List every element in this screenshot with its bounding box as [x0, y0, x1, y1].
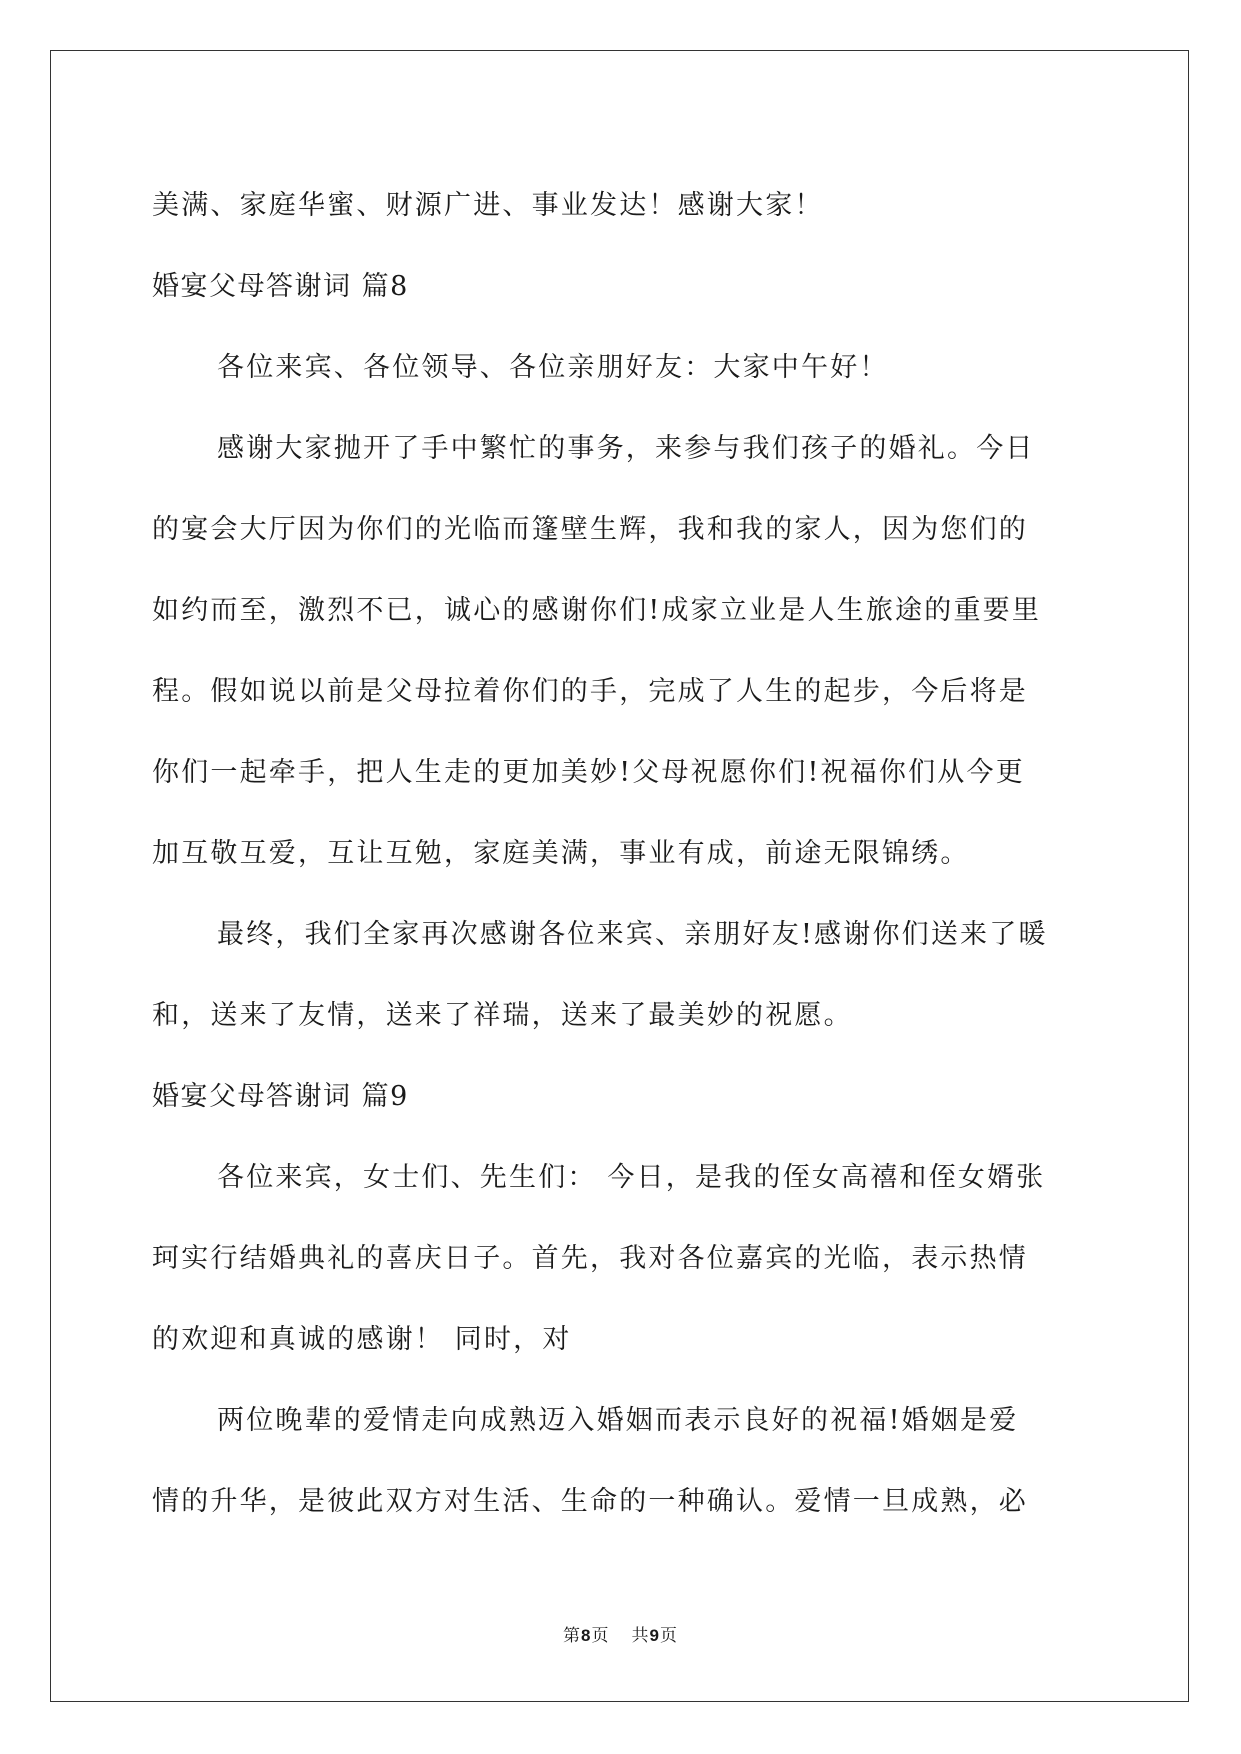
paragraph-line: 程。假如说以前是父母拉着你们的手，完成了人生的起步，今后将是	[152, 676, 1028, 707]
page-prefix: 第	[563, 1626, 582, 1646]
paragraph-line: 的欢迎和真诚的感谢！ 同时，对	[152, 1324, 572, 1355]
paragraph-line: 珂实行结婚典礼的喜庆日子。首先，我对各位嘉宾的光临，表示热情	[152, 1243, 1028, 1274]
paragraph-line: 感谢大家抛开了手中繁忙的事务，来参与我们孩子的婚礼。今日	[217, 433, 1035, 464]
page-suffix: 页	[591, 1626, 610, 1646]
paragraph-line: 和，送来了友情，送来了祥瑞，送来了最美妙的祝愿。	[152, 1000, 853, 1031]
paragraph-line: 你们一起牵手，把人生走的更加美妙!父母祝愿你们!祝福你们从今更	[152, 757, 1025, 788]
total-suffix: 页	[659, 1626, 678, 1646]
paragraph-line: 各位来宾、各位领导、各位亲朋好友：大家中午好！	[217, 352, 889, 383]
paragraph-line: 最终，我们全家再次感谢各位来宾、亲朋好友!感谢你们送来了暖	[217, 919, 1048, 950]
paragraph-line: 两位晚辈的爱情走向成熟迈入婚姻而表示良好的祝福!婚姻是爱	[217, 1405, 1019, 1436]
page-footer	[0, 1621, 1241, 1646]
document-body	[152, 165, 1090, 1542]
paragraph-line: 情的升华，是彼此双方对生活、生命的一种确认。爱情一旦成熟，必	[152, 1486, 1028, 1517]
paragraph-line: 各位来宾，女士们、先生们： 今日，是我的侄女高禧和侄女婿张	[217, 1162, 1046, 1193]
section-heading: 婚宴父母答谢词 篇9	[152, 1081, 409, 1112]
paragraph-line: 如约而至，激烈不已，诚心的感谢你们!成家立业是人生旅途的重要里	[152, 595, 1042, 626]
section-heading: 婚宴父母答谢词 篇8	[152, 271, 409, 302]
total-pages: 9	[649, 1626, 660, 1645]
paragraph-line: 加互敬互爱，互让互勉，家庭美满，事业有成，前途无限锦绣。	[152, 838, 970, 869]
paragraph-line: 美满、家庭华蜜、财源广进、事业发达！感谢大家！	[152, 190, 824, 221]
paragraph-line: 的宴会大厅因为你们的光临而篷壁生辉，我和我的家人，因为您们的	[152, 514, 1028, 545]
page-number: 8	[581, 1626, 592, 1645]
total-prefix: 共	[631, 1626, 650, 1646]
